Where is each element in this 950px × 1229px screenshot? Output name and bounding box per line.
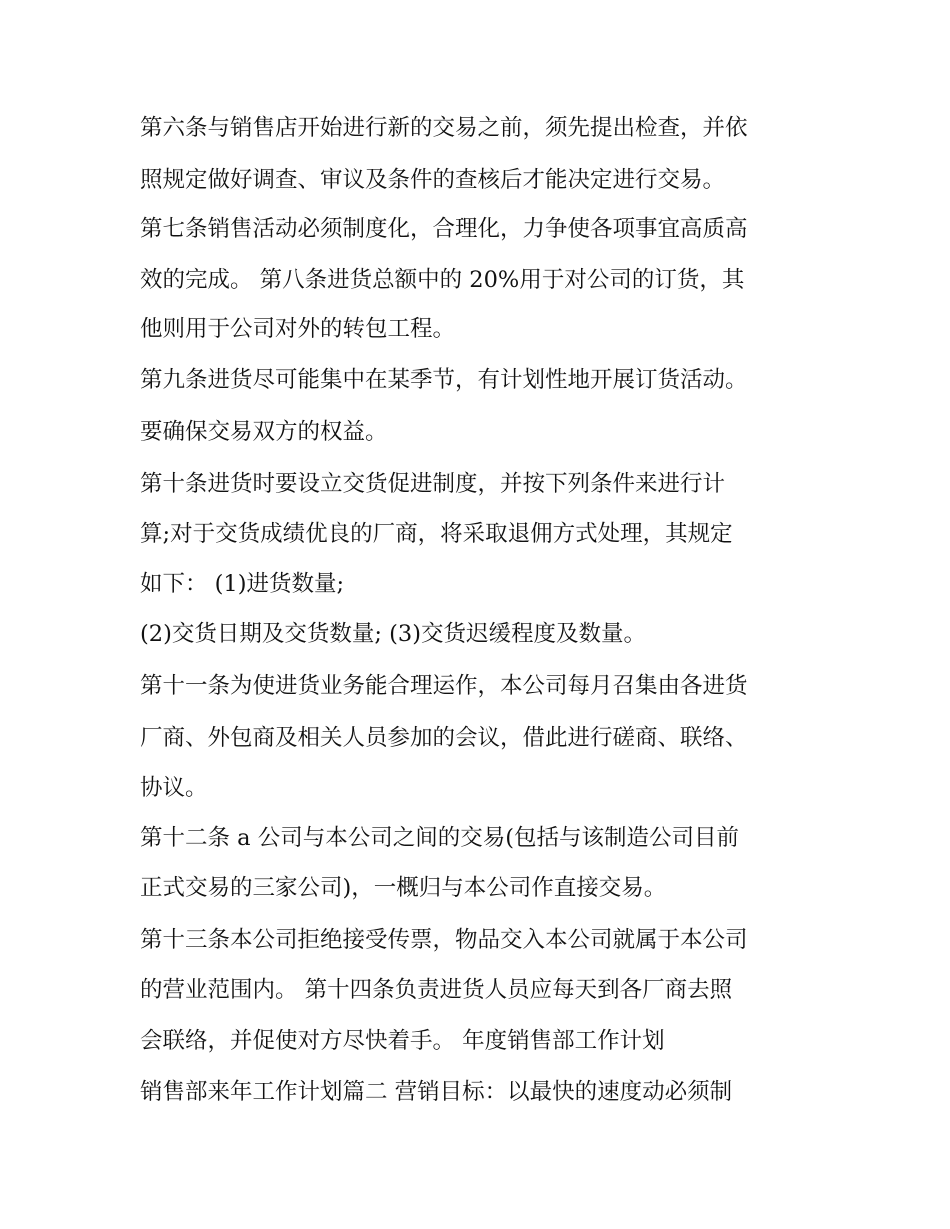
text-line-20: 销售部来年工作计划篇二 营销目标：以最快的速度动必须制 — [140, 1079, 733, 1105]
text-line-3: 第七条销售活动必须制度化，合理化，力争使各项事宜高质高 — [140, 216, 748, 242]
text-line-15: 第十二条 a 公司与本公司之间的交易(包括与该制造公司目前 — [140, 825, 739, 851]
text-line-8: 第十条进货时要设立交货促进制度，并按下列条件来进行计 — [140, 471, 726, 497]
text-line-19: 会联络，并促使对方尽快着手。 年度销售部工作计划 — [140, 1028, 665, 1054]
text-line-2: 照规定做好调查、审议及条件的查核后才能决定进行交易。 — [140, 167, 726, 193]
text-line-5: 他则用于公司对外的转包工程。 — [140, 316, 456, 342]
text-line-9: 算;对于交货成绩优良的厂商，将采取退佣方式处理，其规定 — [140, 521, 733, 547]
text-line-16: 正式交易的三家公司)，一概归与本公司作直接交易。 — [140, 875, 667, 901]
text-line-10: 如下： (1)进货数量; — [140, 571, 345, 597]
text-line-17: 第十三条本公司拒绝接受传票，物品交入本公司就属于本公司 — [140, 927, 748, 953]
text-line-14: 协议。 — [140, 775, 208, 801]
text-line-6: 第九条进货尽可能集中在某季节，有计划性地开展订货活动。 — [140, 367, 748, 393]
text-line-4: 效的完成。 第八条进货总额中的 20%用于对公司的订货，其 — [140, 267, 745, 293]
text-line-12: 第十一条为使进货业务能合理运作，本公司每月召集由各进货 — [140, 673, 748, 699]
text-line-18: 的营业范围内。 第十四条负责进货人员应每天到各厂商去照 — [140, 977, 733, 1003]
text-line-7: 要确保交易双方的权益。 — [140, 419, 388, 445]
text-line-13: 厂商、外包商及相关人员参加的会议，借此进行磋商、联络、 — [140, 725, 748, 751]
text-line-11: (2)交货日期及交货数量; (3)交货迟缓程度及数量。 — [140, 621, 646, 647]
text-line-1: 第六条与销售店开始进行新的交易之前，须先提出检查，并依 — [140, 115, 748, 141]
